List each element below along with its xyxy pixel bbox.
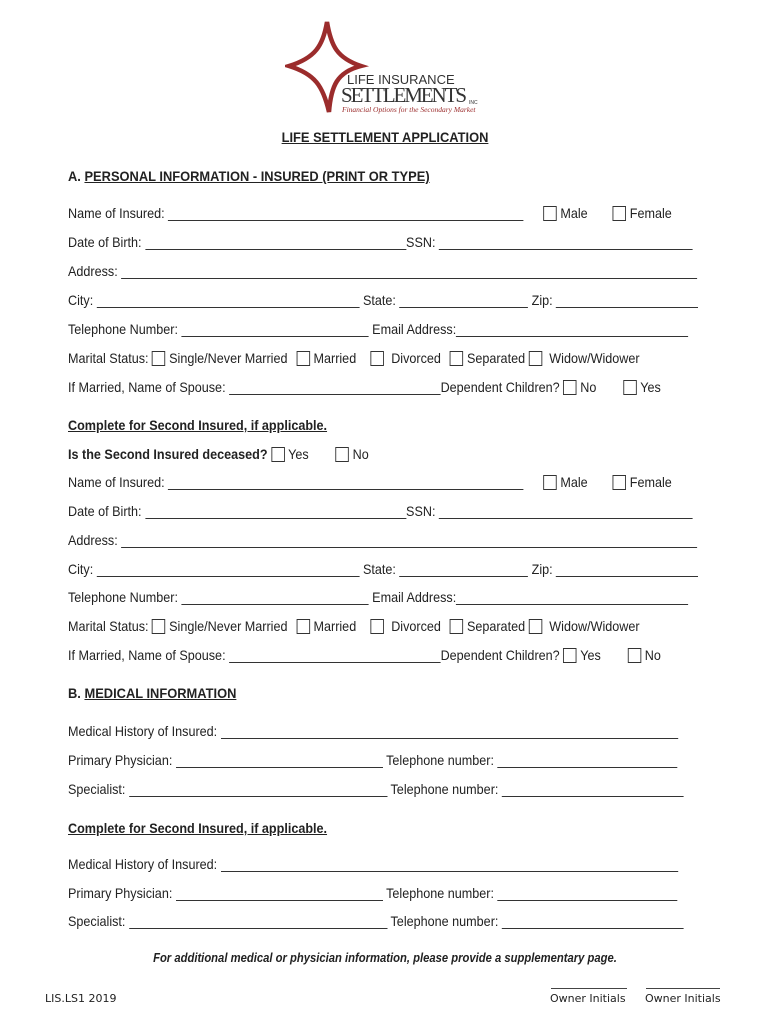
second-zip-field[interactable] [556,563,698,577]
insured-zip-field[interactable] [556,294,698,308]
second-physician-field[interactable] [176,887,383,901]
specialist-phone-label: Telephone number: [390,781,499,797]
second-children-no-label: No [644,647,661,663]
insured-address-field[interactable] [121,265,697,279]
owner-initials-line-2[interactable] [646,988,720,989]
second-ssn-field[interactable] [439,505,693,519]
second-deceased-no-checkbox[interactable] [336,447,350,462]
second-address-label: Address: [68,532,118,548]
insured-spouse-field[interactable] [229,381,441,395]
second-physician-row [68,885,677,905]
second-phone-label: Telephone Number: [68,589,178,605]
second-name-row [68,474,672,494]
second-single-checkbox[interactable] [152,619,166,634]
insured-children-yes-checkbox[interactable] [623,380,637,395]
second-state-label: State: [363,561,396,577]
insured-children-label: Dependent Children? [440,379,560,395]
logo-inc: INC [469,100,478,106]
section-b-heading [68,685,236,701]
second-female-label: Female [629,474,672,490]
second-address-row [68,532,697,552]
second-single-label: Single/Never Married [169,618,288,634]
second-city-row [68,561,698,581]
second-dob-row [68,503,693,523]
second-male-checkbox[interactable] [543,475,557,490]
second-divorced-label: Divorced [391,618,441,634]
insured-marital-row [68,350,640,370]
insured-children-yes-label: Yes [640,379,661,395]
logo-line2: SETTLEMENTS [341,83,467,107]
second-city-label: City: [68,561,94,577]
second-phone-row [68,589,688,609]
insured-name-row [68,205,672,225]
insured-ssn-label: SSN: [406,234,436,250]
insured-ssn-field[interactable] [439,236,693,250]
second-children-yes-checkbox[interactable] [563,648,577,663]
second-email-label: Email Address: [372,589,457,605]
section-b-letter: B. [68,685,81,701]
physician-phone-label: Telephone number: [386,752,494,768]
section-a-letter: A. [68,168,81,184]
physician-phone-field[interactable] [497,754,677,768]
insured-name-label: Name of Insured: [68,205,165,221]
insured-address-row [68,263,697,283]
second-zip-label: Zip: [531,561,553,577]
medical-history-field[interactable] [221,725,678,739]
second-deceased-yes-label: Yes [288,446,309,462]
second-dob-field[interactable] [145,505,406,519]
second-specialist-row [68,913,684,933]
second-children-label: Dependent Children? [440,647,560,663]
second-physician-phone-field[interactable] [497,887,677,901]
insured-spouse-row [68,379,661,399]
insured-email-field[interactable] [456,323,688,337]
insured-spouse-label: If Married, Name of Spouse: [68,379,226,395]
insured-married-checkbox[interactable] [296,351,310,366]
second-medical-heading: Complete for Second Insured, if applicable. [68,820,328,836]
physician-label: Primary Physician: [68,752,173,768]
insured-widow-checkbox[interactable] [529,351,543,366]
second-marital-row [68,618,640,638]
second-medical-history-row [68,856,678,876]
owner-initials-label-1: Owner Initials [550,992,626,1005]
insured-widow-label: Widow/Widower [549,350,640,366]
second-deceased-no-label: No [352,446,369,462]
second-phone-field[interactable] [181,591,368,605]
insured-dob-row [68,234,693,254]
insured-male-label: Male [560,205,588,221]
second-specialist-phone-field[interactable] [502,915,684,929]
specialist-row [68,781,684,801]
insured-divorced-checkbox[interactable] [371,351,385,366]
insured-city-field[interactable] [97,294,360,308]
second-divorced-checkbox[interactable] [371,619,385,634]
section-a-heading [68,168,430,184]
insured-separated-label: Separated [466,350,526,366]
specialist-phone-field[interactable] [502,783,684,797]
insured-children-no-label: No [580,379,597,395]
insured-dob-label: Date of Birth: [68,234,142,250]
insured-address-label: Address: [68,263,118,279]
insured-single-checkbox[interactable] [152,351,166,366]
second-dob-label: Date of Birth: [68,503,142,519]
owner-initials-label-2: Owner Initials [645,992,721,1005]
form-code: LIS.LS1 2019 [45,992,117,1005]
second-married-label: Married [313,618,357,634]
insured-city-label: City: [68,292,94,308]
insured-married-label: Married [313,350,357,366]
physician-field[interactable] [176,754,383,768]
second-name-field[interactable] [168,476,523,490]
second-widow-checkbox[interactable] [529,619,543,634]
insured-divorced-label: Divorced [391,350,441,366]
supplementary-note: For additional medical or physician information, please provide a supplementary page. [153,951,617,965]
medical-history-row [68,723,678,743]
second-spouse-field[interactable] [229,649,441,663]
insured-male-checkbox[interactable] [543,206,557,221]
second-widow-label: Widow/Widower [549,618,640,634]
second-deceased-yes-checkbox[interactable] [271,447,285,462]
insured-children-no-checkbox[interactable] [563,380,577,395]
insured-name-field[interactable] [168,207,523,221]
second-male-label: Male [560,474,588,490]
owner-initials-line-1[interactable] [551,988,627,989]
second-medical-history-field[interactable] [221,858,678,872]
section-a-title: PERSONAL INFORMATION - INSURED (PRINT OR TYPE) [84,168,430,184]
second-email-field[interactable] [456,591,688,605]
second-specialist-field[interactable] [129,915,387,929]
second-name-label: Name of Insured: [68,474,165,490]
second-specialist-label: Specialist: [68,913,126,929]
second-city-field[interactable] [97,563,360,577]
second-spouse-row [68,647,661,667]
second-spouse-label: If Married, Name of Spouse: [68,647,226,663]
second-address-field[interactable] [121,534,697,548]
insured-city-row [68,292,698,312]
insured-state-label: State: [363,292,396,308]
insured-single-label: Single/Never Married [169,350,288,366]
second-physician-label: Primary Physician: [68,885,173,901]
insured-marital-label: Marital Status: [68,350,149,366]
second-female-checkbox[interactable] [613,475,627,490]
second-specialist-phone-label: Telephone number: [390,913,499,929]
insured-phone-field[interactable] [181,323,368,337]
second-state-field[interactable] [399,563,528,577]
insured-email-label: Email Address: [372,321,457,337]
insured-zip-label: Zip: [531,292,553,308]
second-ssn-label: SSN: [406,503,436,519]
section-b-title: MEDICAL INFORMATION [84,685,237,701]
logo-tagline: Financial Options for the Secondary Market [342,105,476,114]
second-deceased-question: Is the Second Insured deceased? [68,446,268,462]
insured-state-field[interactable] [399,294,528,308]
insured-female-label: Female [629,205,672,221]
insured-dob-field[interactable] [145,236,406,250]
second-marital-label: Marital Status: [68,618,149,634]
page-title: LIFE SETTLEMENT APPLICATION [281,129,489,145]
second-children-yes-label: Yes [580,647,601,663]
specialist-label: Specialist: [68,781,126,797]
insured-separated-checkbox[interactable] [450,351,464,366]
second-insured-heading: Complete for Second Insured, if applicable. [68,417,328,433]
second-separated-checkbox[interactable] [450,619,464,634]
logo-line1: LIFE INSURANCE [347,72,455,87]
second-physician-phone-label: Telephone number: [386,885,494,901]
second-separated-label: Separated [466,618,526,634]
physician-row [68,752,677,772]
insured-phone-label: Telephone Number: [68,321,178,337]
company-logo [285,20,495,120]
logo-star-icon [285,20,495,120]
second-children-no-checkbox[interactable] [628,648,642,663]
specialist-field[interactable] [129,783,387,797]
second-deceased-row [68,446,369,466]
second-married-checkbox[interactable] [296,619,310,634]
medical-history-label: Medical History of Insured: [68,723,218,739]
insured-phone-row [68,321,688,341]
insured-female-checkbox[interactable] [613,206,627,221]
second-medical-history-label: Medical History of Insured: [68,856,218,872]
